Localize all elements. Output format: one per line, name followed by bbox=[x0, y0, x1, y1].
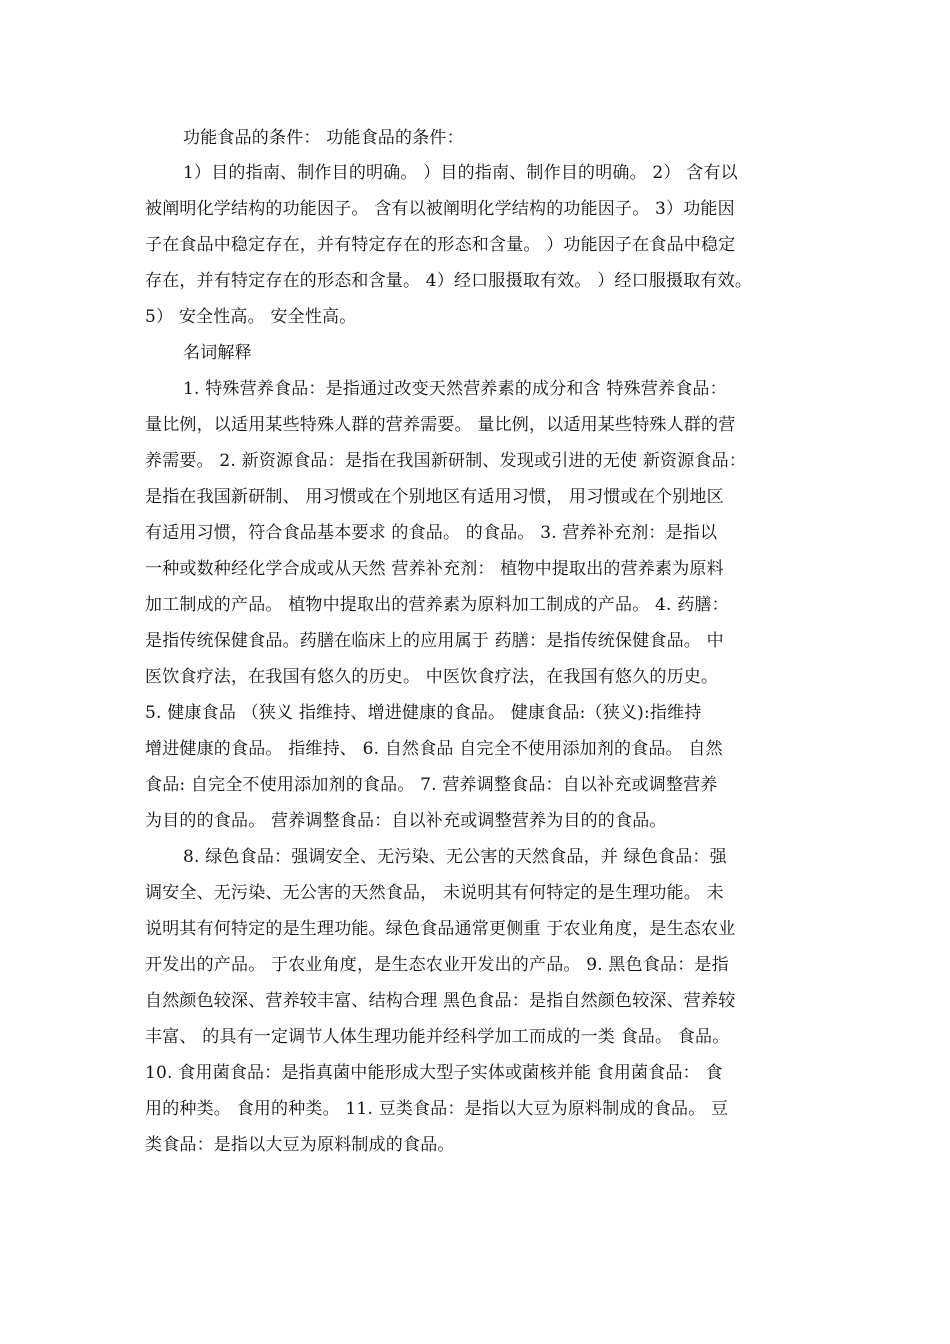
text-line: 自然颜色较深、营养较丰富、结构合理 黑色食品：是指自然颜色较深、营养较 bbox=[145, 991, 736, 1011]
text-line: 子在食品中稳定存在，并有特定存在的形态和含量。 ）功能因子在食品中稳定 bbox=[145, 235, 736, 255]
text-line: 开发出的产品。 于农业角度，是生态农业开发出的产品。 9. 黑色食品：是指 bbox=[145, 955, 729, 975]
text-line: 养需要。 2. 新资源食品：是指在我国新研制、发现或引进的无使 新资源食品： bbox=[145, 451, 747, 471]
text-line: 医饮食疗法，在我国有悠久的历史。 中医饮食疗法，在我国有悠久的历史。 bbox=[145, 667, 719, 687]
text-line: 被阐明化学结构的功能因子。 含有以被阐明化学结构的功能因子。 3）功能因 bbox=[145, 199, 735, 219]
text-line: 为目的的食品。 营养调整食品：自以补充或调整营养为目的的食品。 bbox=[145, 811, 667, 831]
text-line: 量比例，以适用某些特殊人群的营养需要。 量比例，以适用某些特殊人群的营 bbox=[145, 415, 736, 435]
section-heading-terms: 名词解释 bbox=[183, 343, 252, 363]
text-line: 食品: 自完全不使用添加剂的食品。 7. 营养调整食品：自以补充或调整营养 bbox=[145, 775, 718, 795]
text-line: 5. 健康食品 （狭义 指维持、增进健康的食品。 健康食品:（狭义):指维持 bbox=[145, 703, 702, 723]
text-line: 存在，并有特定存在的形态和含量。 4）经口服摄取有效。 ）经口服摄取有效。 bbox=[145, 271, 753, 291]
section-heading-conditions: 功能食品的条件： 功能食品的条件： bbox=[183, 128, 464, 148]
text-line: 丰富、 的具有一定调节人体生理功能并经科学加工而成的一类 食品。 食品。 bbox=[145, 1027, 730, 1047]
text-line: 1）目的指南、制作目的明确。 ）目的指南、制作目的明确。 2） 含有以 bbox=[183, 163, 738, 183]
text-line: 用的种类。 食用的种类。 11. 豆类食品：是指以大豆为原料制成的食品。 豆 bbox=[145, 1099, 729, 1119]
text-line: 类食品：是指以大豆为原料制成的食品。 bbox=[145, 1135, 455, 1155]
text-line: 10. 食用菌食品：是指真菌中能形成大型子实体或菌核并能 食用菌食品： 食 bbox=[145, 1063, 723, 1083]
text-line: 是指在我国新研制、 用习惯或在个别地区有适用习惯， 用习惯或在个别地区 bbox=[145, 487, 724, 507]
text-line: 是指传统保健食品。药膳在临床上的应用属于 药膳：是指传统保健食品。 中 bbox=[145, 631, 724, 651]
text-line: 增进健康的食品。 指维持、 6. 自然食品 自完全不使用添加剂的食品。 自然 bbox=[145, 739, 723, 759]
text-line: 5） 安全性高。 安全性高。 bbox=[145, 307, 357, 327]
text-line: 调安全、无污染、无公害的天然食品， 未说明其有何特定的是生理功能。 未 bbox=[145, 883, 724, 903]
text-line: 8. 绿色食品：强调安全、无污染、无公害的天然食品，并 绿色食品：强 bbox=[183, 847, 727, 867]
text-line: 有适用习惯，符合食品基本要求 的食品。 的食品。 3. 营养补充剂：是指以 bbox=[145, 523, 718, 543]
text-line: 一种或数种经化学合成或从天然 营养补充剂： 植物中提取出的营养素为原料 bbox=[145, 559, 724, 579]
text-line: 说明其有何特定的是生理功能。绿色食品通常更侧重 于农业角度，是生态农业 bbox=[145, 919, 736, 939]
text-line: 1. 特殊营养食品：是指通过改变天然营养素的成分和含 特殊营养食品： bbox=[183, 379, 727, 399]
text-line: 加工制成的产品。 植物中提取出的营养素为原料加工制成的产品。 4. 药膳： bbox=[145, 595, 729, 615]
